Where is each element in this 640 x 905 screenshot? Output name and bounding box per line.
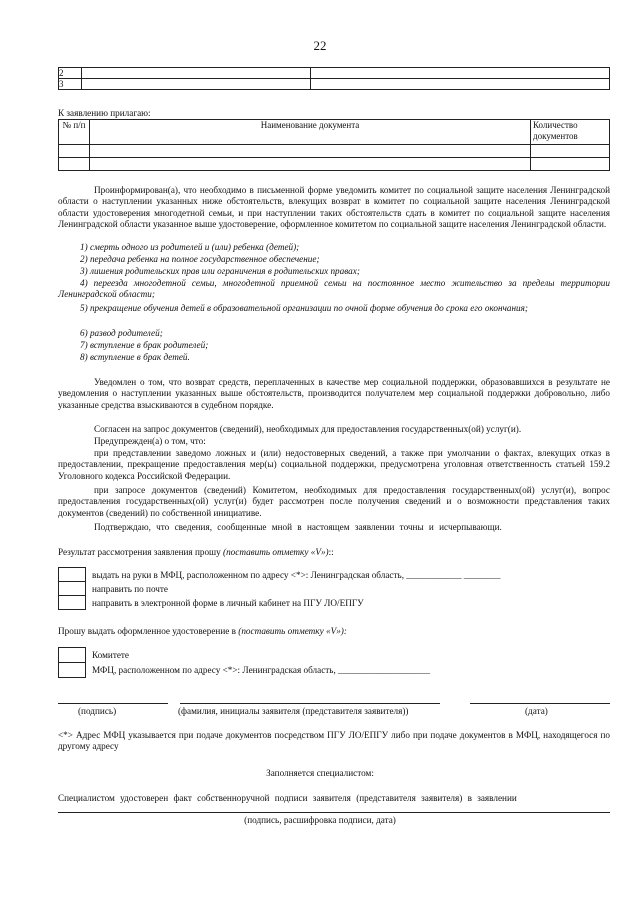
col-name-header: Наименование документа — [90, 120, 531, 145]
consent-paragraph: Согласен на запрос документов (сведений), необходимых для предоставления государственных(ой) услуг(и). — [94, 424, 522, 434]
list-item: 8) вступление в брак детей. — [80, 352, 190, 362]
confirm-paragraph: Подтверждаю, что сведения, сообщенные мной в настоящем заявлении точны и исчерпывающи. — [94, 522, 502, 532]
list-item: 6) развод родителей; — [80, 328, 163, 338]
row-number: 3 — [59, 79, 82, 90]
specialist-text: Специалистом удостоверен факт собственноручной подписи заявителя (представителя заявителя) в заявлении — [58, 793, 517, 803]
signature-line — [58, 703, 168, 704]
table-row — [59, 145, 610, 158]
specialist-caption: (подпись, расшифровка подписи, дата) — [244, 815, 396, 825]
attachments-heading: К заявлению прилагаю: — [58, 108, 151, 118]
list-item: 5) прекращение обучения детей в образовательной организации по очной форме обучения до срока его окончания; — [80, 303, 528, 313]
specialist-line — [58, 812, 610, 813]
name-line — [180, 703, 440, 704]
result-heading: Результат рассмотрения заявления прошу (поставить отметку «V»):: — [58, 547, 334, 557]
date-caption: (дата) — [525, 706, 548, 716]
specialist-heading: Заполняется специалистом: — [266, 768, 374, 778]
footnote: <*> Адрес МФЦ указывается при подаче документов посредством ПГУ ЛО/ЕПГУ либо при подаче документов в МФЦ, находящегося по другому адресу — [58, 730, 610, 752]
result-option-handout: выдать на руки в МФЦ, расположенном по адресу <*>: Ленинградская область, ____________ ________ — [92, 570, 501, 580]
table-row — [59, 158, 610, 171]
warning-criminal: при представлении заведомо ложных и (или) недостоверных сведений, а также при умолчании о фактах, влекущих отказ в предоставлении, прекращение предоставления мер(ы) социальной поддержки, предусмотрена уголовная ответственность статьей 159.2 Уголовного кодекса Российской Федерации. — [58, 448, 610, 481]
warned-paragraph: Предупрежден(а) о том, что: — [94, 436, 206, 446]
col-number-header: № п/п — [59, 120, 90, 145]
continuation-table — [58, 67, 610, 90]
list-item: 7) вступление в брак родителей; — [80, 340, 209, 350]
table-header-row — [59, 120, 610, 145]
signature-caption: (подпись) — [78, 706, 117, 716]
issue-option-mfc: МФЦ, расположенном по адресу <*>: Ленинградская область, ____________________ — [92, 665, 430, 675]
warning-request: при запросе документов (сведений) Комитетом, необходимых для предоставления государственных(ой) услуг(и), вопрос предоставления государственных(ой) услуг(и) будет рассмотрен после получения сведений и о возможности представления таких документов (сведений) по собственной инициативе. — [58, 485, 610, 518]
result-option-mail: направить по почте — [92, 584, 169, 594]
page-number: 22 — [313, 38, 327, 53]
table-row — [59, 68, 610, 79]
issue-heading: Прошу выдать оформленное удостоверение в (поставить отметку «V»): — [58, 626, 347, 636]
col-qty-header: Количество документов — [531, 120, 610, 145]
attachments-table — [58, 119, 610, 171]
list-item: 1) смерть одного из родителей и (или) ребенка (детей); — [80, 242, 300, 252]
informed-paragraph: Проинформирован(а), что необходимо в письменной форме уведомить комитет по социальной защите населения Ленинградской области о наступлении указанных ниже обстоятельств, влекущих возврат в комитет по социальной защите населения Ленинградской области удостоверения многодетной семьи, и при наступлении таких обстоятельств сдать в комитет по социальной защите населения Ленинградской области указанное выше удостоверение, оформленное комитетом по социальной защите населения Ленинградской области. — [58, 185, 610, 229]
name-caption: (фамилия, инициалы заявителя (представителя заявителя)) — [178, 706, 409, 716]
issue-mfc-checkbox[interactable] — [58, 662, 86, 678]
list-item: 4) переезда многодетной семьи, многодетной приемной семьи на постоянное место жительство за пределы территории Ленинградской области; — [58, 278, 610, 300]
result-mail-checkbox[interactable] — [58, 581, 86, 596]
result-handout-checkbox[interactable] — [58, 567, 86, 582]
row-number: 2 — [59, 68, 82, 79]
date-line — [470, 703, 610, 704]
table-row — [59, 79, 610, 90]
issue-option-committee: Комитете — [92, 650, 130, 660]
result-electronic-checkbox[interactable] — [58, 595, 86, 610]
issue-committee-checkbox[interactable] — [58, 647, 86, 663]
notified-paragraph: Уведомлен о том, что возврат средств, переплаченных в качестве мер социальной поддержки, образовавшихся в результате не уведомления о наступлении указанных выше обстоятельств, производится получателем мер социальной поддержки добровольно, либо указанные средства взыскиваются в судебном порядке. — [58, 377, 610, 410]
result-option-electronic: направить в электронной форме в личный кабинет на ПГУ ЛО/ЕПГУ — [92, 598, 364, 608]
list-item: 2) передача ребенка на полное государственное обеспечение; — [80, 254, 320, 264]
list-item: 3) лишения родительских прав или ограничения в родительских правах; — [80, 266, 360, 276]
